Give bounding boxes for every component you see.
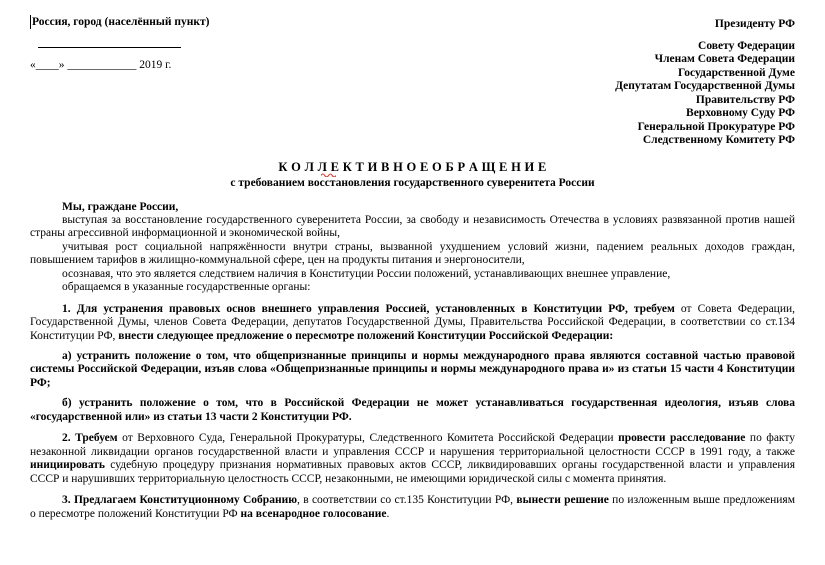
point-paragraph xyxy=(30,303,795,343)
addressee-line: Правительству РФ xyxy=(695,93,795,106)
subpoint-paragraph xyxy=(30,350,795,390)
bold-text-segment: 1. Для устранения правовых основ внешнего управления Россией, установленных в Конституции РФ, требуем xyxy=(62,302,681,315)
place-label-text: Россия, город (населённый пункт) xyxy=(32,16,210,28)
document-body xyxy=(0,189,825,522)
addressee-line: Депутатам Государственной Думы xyxy=(615,80,795,92)
point-paragraph xyxy=(30,494,795,521)
bold-text-segment: внести следующее предложение о пересмотре положений Конституции Российской Федерации: xyxy=(118,329,614,342)
bold-text-segment: б) устранить положение о том, что в Российской Федерации не может устанавливаться государственная идеология, изъяв слова «государственной или» из статьи 13 части 2 Конституции РФ. xyxy=(30,397,795,423)
blank-fill-line xyxy=(38,47,181,48)
subpoint-paragraph xyxy=(30,397,795,424)
document-title: К О Л Л Е К Т И В Н О Е О Б Р А Щ Е Н И Е xyxy=(278,159,547,174)
text-segment: , в соответствии со ст.135 Конституции РФ, xyxy=(296,494,517,507)
spellcheck-squiggle-icon xyxy=(321,172,336,177)
date-line: «____» ____________ 2019 г. xyxy=(30,58,172,71)
spellcheck-squiggle-path xyxy=(321,174,336,177)
addressee-line: Следственному Комитету РФ xyxy=(642,134,795,146)
text-segment: . xyxy=(386,507,390,520)
text-segment: по факту незаконной ликвидации органов государственной власти и управления СССР и нарушения территориальной целостности СССР в 1991 году, а также xyxy=(30,432,795,458)
intro-paragraph xyxy=(30,281,795,294)
addressee-line: Государственной Думе xyxy=(677,66,795,79)
text-segment: обращаемся в указанные государственные органы: xyxy=(62,281,311,294)
point-paragraph xyxy=(30,432,795,486)
intro-paragraph xyxy=(30,201,795,214)
addressee-line: Совету Федерации xyxy=(698,39,795,52)
intro-paragraph xyxy=(30,241,795,268)
document-subtitle: с требованием восстановления государственного суверенитета России xyxy=(230,176,595,189)
bold-text-segment: Мы, граждане России, xyxy=(62,200,179,213)
text-segment: осознавая, что это является следствием наличия в Конституции России положений, устанавливающих внешнее управление, xyxy=(62,267,671,280)
text-segment: от Верховного Суда, Генеральной Прокуратуры, Следственного Комитета Российской Федерации xyxy=(122,432,619,445)
text-segment: по изложенным выше предложениям о пересмотре положений Конституции РФ xyxy=(30,494,795,520)
text-segment: выступая за восстановление государственного суверенитета России, за свободу и независимость Отечества в условиях развязанной против нашей страны агрессивной информационной и экономической войны, xyxy=(30,213,795,240)
bold-text-segment: а) устранить положение о том, что общепризнанные принципы и нормы международного права являются составной частью правовой системы Российской Федерации, изъяв слова «Общепризнанные принципы и нормы международного права и» из статьи 15 части 4 Конституции РФ; xyxy=(30,350,795,389)
addressee-list xyxy=(615,16,795,148)
addressee-line: Генеральной Прокуратуре РФ xyxy=(637,120,795,133)
intro-paragraph xyxy=(30,214,795,241)
header-left-block xyxy=(30,16,360,148)
text-segment: от Совета Федерации, Государственной Думы, членов Совета Федерации, депутатов Государственной Думы, Правительства Российской Федерации, в соответствии со ст.134 Конституции РФ, xyxy=(30,302,796,342)
text-segment: учитывая рост социальной напряжённости внутри страны, вызванной ухудшением условий жизни, падением реальных доходов граждан, повышением тарифов в жилищно-коммунальной сфере, цен на продукты питания и энергоносители, xyxy=(30,240,795,267)
document-header xyxy=(0,0,825,148)
addressee-line: Президенту РФ xyxy=(714,18,795,30)
bold-text-segment: провести расследование xyxy=(618,432,750,445)
addressee-line: Верховному Суду РФ xyxy=(686,107,795,119)
bold-text-segment: на всенародное голосование xyxy=(240,507,387,520)
addressee-line: Членам Совета Федерации xyxy=(654,53,795,65)
text-segment: судебную процедуру признания нормативных правовых актов СССР, ликвидировавших органы государственной власти и управления СССР и нарушивших территориальную целостность СССР, незаконными, не имеющими юридической силы с момента принятия. xyxy=(30,459,795,485)
place-label xyxy=(30,16,360,30)
bold-text-segment: 2. Требуем xyxy=(62,432,123,445)
bold-text-segment: 3. Предлагаем Конституционному Собранию xyxy=(62,494,297,507)
title-block xyxy=(0,160,825,189)
intro-paragraph xyxy=(30,268,795,281)
text-cursor xyxy=(30,15,31,29)
bold-text-segment: инициировать xyxy=(30,459,111,472)
bold-text-segment: вынести решение xyxy=(516,494,613,507)
